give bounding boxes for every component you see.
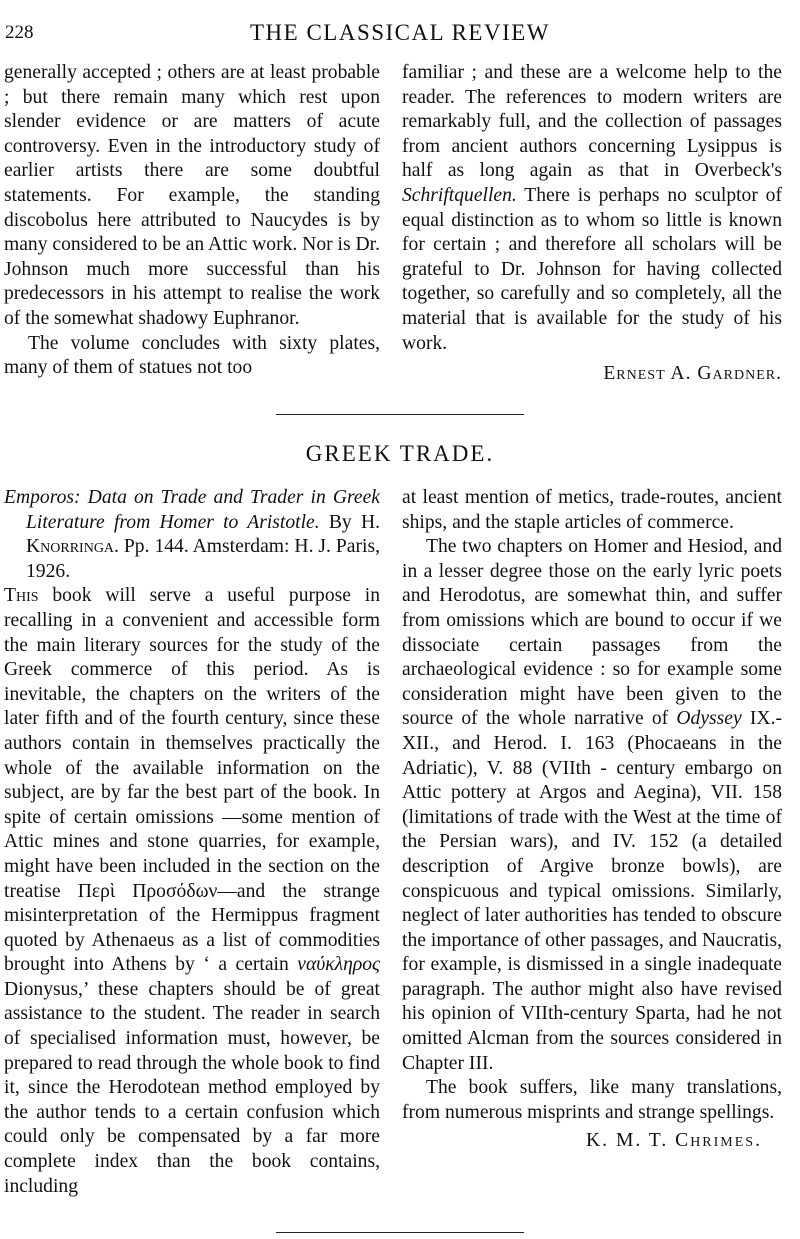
text-span: The two chapters on Homer and Hesiod, and in a lesser degree those on the early lyric poets and Herodotus, are somewhat thin, and suffer from omissions which are bound to occur if we dissociate certain passages from the archaeological evidence : so for example some consideration might have been given to the source of the whole narrative of [402, 536, 782, 730]
paragraph [4, 584, 380, 1199]
paragraph: at least mention of metics, trade-routes, ancient ships, and the staple articles of commerce. [402, 487, 782, 533]
reviewer-signature: K. M. T. Chrimes. [586, 1130, 762, 1152]
citation-details: Pp. 144. Amsterdam: H. J. Paris, 1926. [26, 536, 380, 582]
greek-word: ναύκληρος [297, 954, 380, 976]
text-span: —and the strange misinterpretation of the Hermippus fragment quoted by Athenaeus as a list of commodities brought into Athens by ‘ a certain [4, 880, 380, 976]
first-review-right-column [402, 61, 782, 387]
paragraph: The book suffers, like many translations, from numerous misprints and strange spellings. [402, 1077, 782, 1123]
italic-title: Odyssey [676, 708, 742, 730]
italic-title: Schriftquellen. [402, 184, 517, 206]
citation-by: By H. [328, 511, 380, 533]
book-citation [4, 486, 380, 584]
text-span: There is perhaps no sculptor of equal distinction as to whom so little is known for certain ; and therefore all scholars will be grateful to Dr. Johnson for having collected together, so carefully and so completely, all the material that is available for the study of his work. [402, 184, 782, 354]
text-span: IX.-XII., and Herod. I. 163 (Phocaeans in the Adriatic), V. 88 (VIIth - century embargo on Attic pottery at Argos and Aegina), VII. 158 (limitations of trade with the West at the time of the Persian wars), and IV. 152 (a detailed description of Argive bronze bowls), are conspicuous and typical omissions. Similarly, neglect of later authorities has tended to obscure the importance of other passages, and Naucratis, for example, is dismissed in a single inadequate paragraph. The author might also have revised his opinion of VIIth-century Sparta, had he not omitted Alcman from the sources considered in Chapter III. [402, 708, 782, 1074]
first-review-left-column [4, 61, 380, 381]
section-divider [276, 414, 524, 415]
paragraph [402, 535, 782, 1076]
paragraph: The volume concludes with sixty plates, many of them of statues not too [4, 332, 380, 379]
greek-title: Περὶ Προσόδων [77, 880, 218, 902]
second-review-right-column [402, 486, 782, 1154]
text-span: book will serve a useful purpose in recalling in a convenient and accessible form the main literary sources for the study of the Greek commerce of this period. As is inevitable, the chapters on the writers of the later fifth and of the fourth century, since these authors contain in themselves practically the whole of the available information on the subject, are by far the best part of the book. In spite of certain omissions —some mention of Attic mines and stone quarries, for example, might have been included in the section on the treatise [4, 585, 380, 902]
section-divider [276, 1232, 524, 1233]
section-heading: GREEK TRADE. [305, 441, 495, 466]
text-span: familiar ; and these are a welcome help to the reader. The references to modern writers are remarkably full, and the collection of passages from ancient authors concerning Lysippus is half as long again as that in Overbeck's [402, 62, 782, 182]
book-author: Knorringa. [26, 536, 119, 558]
paragraph: generally accepted ; others are at least probable ; but there remain many which rest upon slender evidence or are matters of acute controversy. Even in the introductory study of earlier artists there are some doubtful statements. For example, the standing discobolus here attributed to Naucydes is by many considered to be an Attic work. Nor is Dr. Johnson much more successful than his predecessors in his attempt to realise the work of the somewhat shadowy Euphranor. [4, 62, 381, 329]
page-number: 228 [5, 22, 34, 43]
paragraph [402, 61, 782, 356]
text-span: Dionysus,’ these chapters should be of great assistance to the student. The reader in search of specialised information must, however, be prepared to read through the whole book to find it, since the Herodotean method employed by the author tends to a certain confusion which could only be compensated by a far more complete index than the book contains, including [4, 978, 380, 1197]
second-review-left-column [4, 486, 380, 1199]
first-word: This [4, 585, 39, 607]
book-title: Emporos: Data on Trade and Trader in Greek Literature from Homer to Aristotle. [4, 487, 380, 533]
reviewer-signature: Ernest A. Gardner. [603, 363, 782, 385]
journal-title: THE CLASSICAL REVIEW [249, 20, 550, 45]
